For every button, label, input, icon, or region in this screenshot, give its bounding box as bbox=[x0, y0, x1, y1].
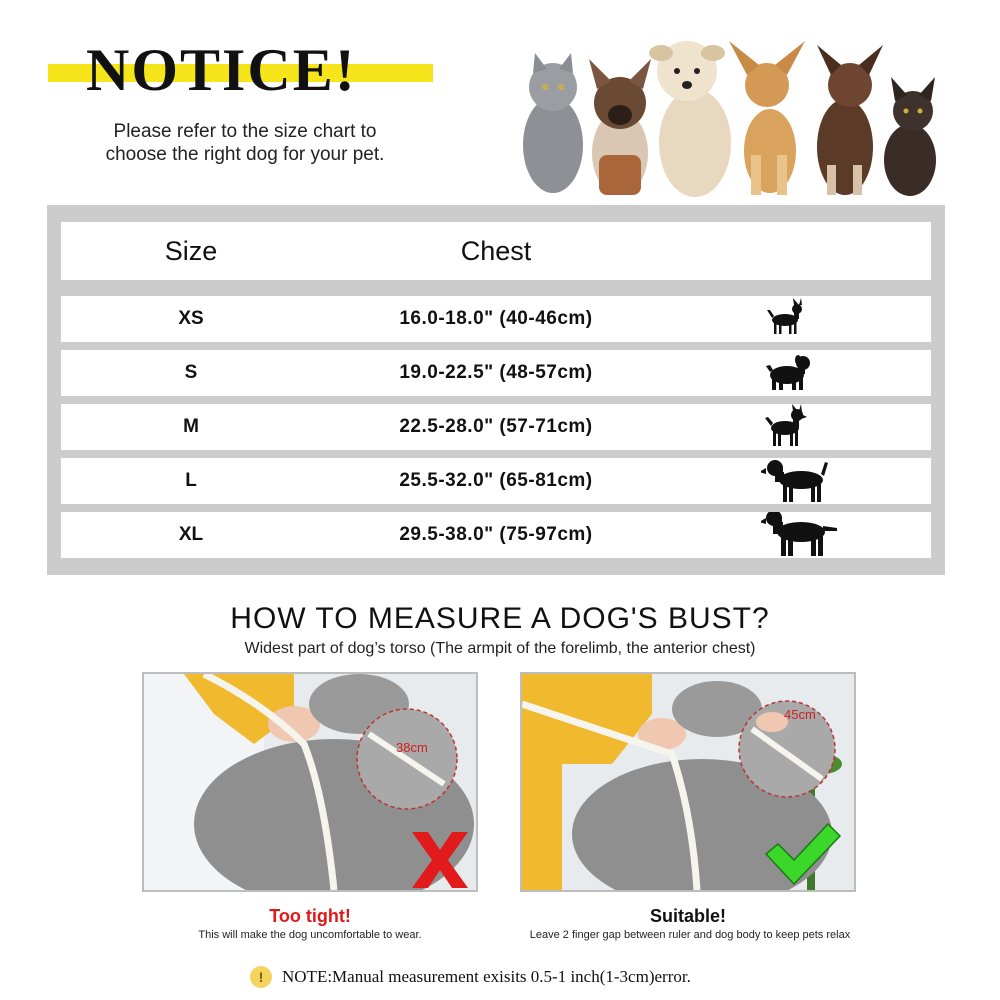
notice-title: NOTICE! bbox=[86, 37, 357, 103]
tiny-dog-icon bbox=[761, 296, 881, 342]
warning-icon: ! bbox=[250, 966, 272, 988]
chest-cell: 19.0-22.5" (48-57cm) bbox=[399, 362, 593, 383]
tape-reading: 45cm bbox=[784, 707, 816, 722]
longhair-chihuahua-figure bbox=[817, 45, 883, 195]
terrier-figure bbox=[649, 41, 731, 197]
size-cell: XS bbox=[178, 308, 204, 329]
suitable-photo bbox=[520, 672, 856, 892]
notice-subtitle bbox=[55, 120, 435, 166]
small-dog-icon bbox=[761, 350, 881, 396]
black-cat-figure bbox=[884, 77, 936, 196]
suitable-label: Suitable! bbox=[649, 906, 726, 926]
pets-group-photo bbox=[515, 15, 945, 200]
size-cell: XL bbox=[178, 524, 204, 545]
suitable-explanation: Leave 2 finger gap between ruler and dog body to keep pets relax bbox=[529, 929, 851, 941]
too-tight-illustration bbox=[144, 674, 476, 890]
measure-title: HOW TO MEASURE A DOG'S BUST? bbox=[230, 602, 770, 635]
too-tight-label: Too tight! bbox=[269, 906, 351, 926]
size-cell: M bbox=[183, 416, 199, 437]
grey-cat-figure bbox=[523, 53, 583, 193]
chest-cell: 29.5-38.0" (75-97cm) bbox=[399, 524, 593, 545]
chest-cell: 25.5-32.0" (65-81cm) bbox=[399, 470, 593, 491]
xlarge-dog-icon bbox=[761, 512, 881, 558]
size-row-m bbox=[61, 404, 931, 450]
size-row-xs bbox=[61, 296, 931, 342]
measurement-note: NOTE:Manual measurement exisits 0.5-1 inch(1-3cm)error. bbox=[282, 967, 691, 986]
size-row-xl bbox=[61, 512, 931, 558]
size-column-header: Size bbox=[164, 236, 218, 266]
size-chart-header-row bbox=[61, 222, 931, 280]
chest-cell: 16.0-18.0" (40-46cm) bbox=[399, 308, 593, 329]
size-cell: S bbox=[184, 362, 198, 383]
french-bulldog-figure bbox=[589, 59, 651, 195]
too-tight-explanation: This will make the dog uncomfortable to wear. bbox=[198, 929, 422, 941]
notice-subtitle-line2: choose the right dog for your pet. bbox=[105, 144, 385, 165]
notice-subtitle-line1: Please refer to the size chart to bbox=[113, 121, 377, 142]
large-dog-icon bbox=[761, 458, 881, 504]
size-row-s bbox=[61, 350, 931, 396]
tape-reading: 38cm bbox=[396, 740, 428, 755]
measure-subtitle: Widest part of dog’s torso (The armpit of the forelimb, the anterior chest) bbox=[244, 640, 756, 657]
chest-column-header: Chest bbox=[460, 236, 532, 266]
medium-dog-icon bbox=[761, 404, 881, 450]
too-tight-photo bbox=[142, 672, 478, 892]
size-cell: L bbox=[185, 470, 197, 491]
chihuahua-figure bbox=[729, 41, 805, 195]
suitable-illustration bbox=[522, 674, 854, 890]
size-row-l bbox=[61, 458, 931, 504]
chest-cell: 22.5-28.0" (57-71cm) bbox=[399, 416, 593, 437]
